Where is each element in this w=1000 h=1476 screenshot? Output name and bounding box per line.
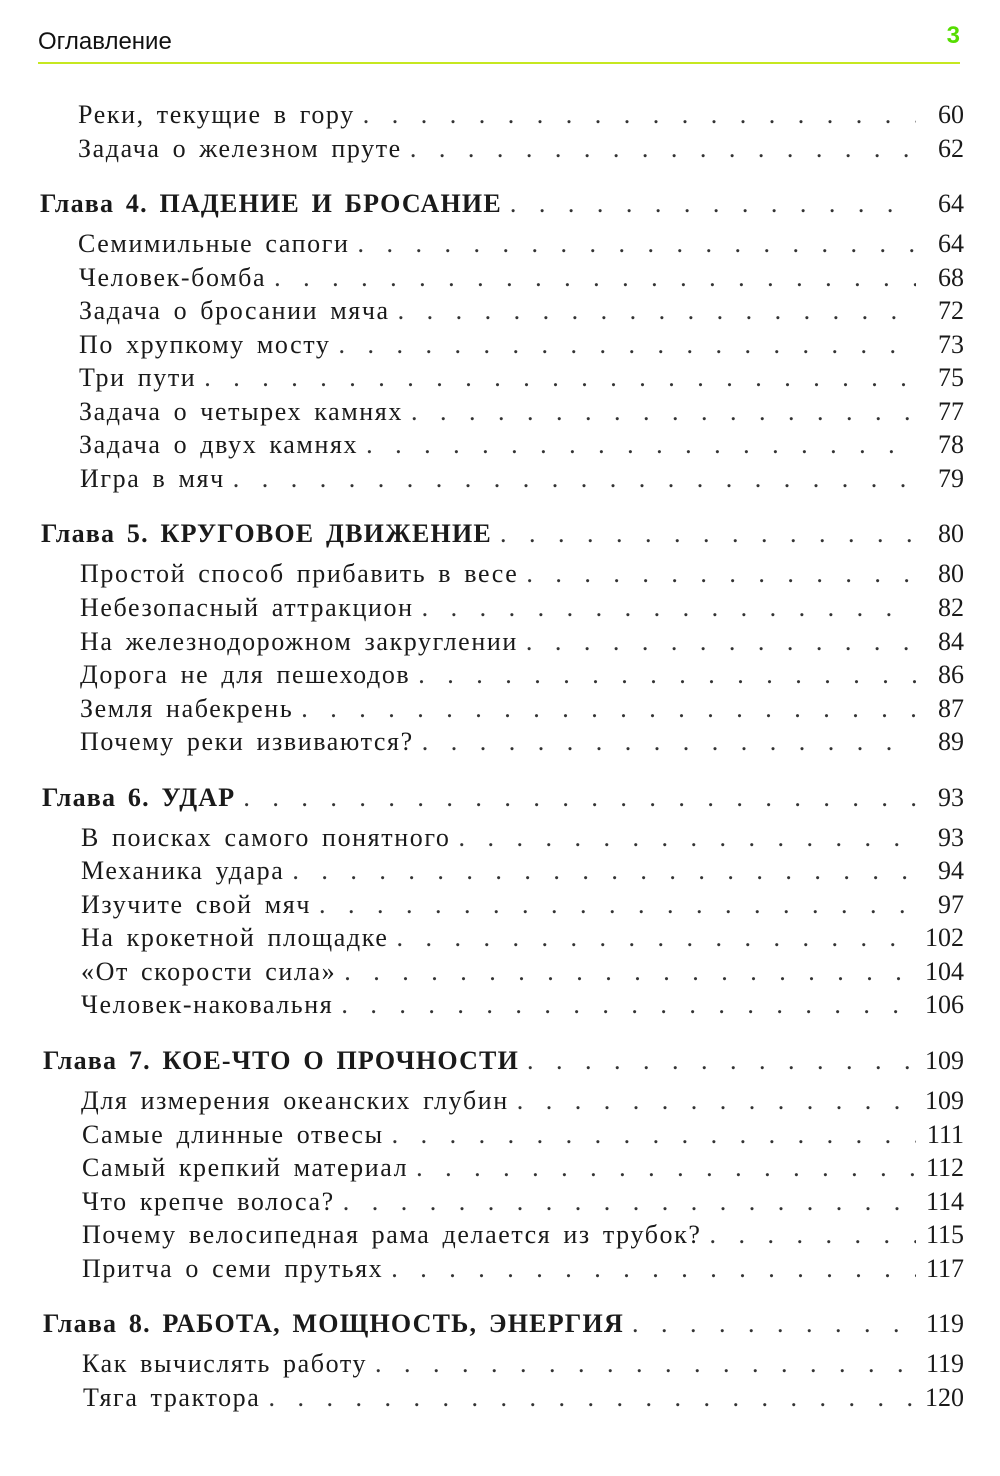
dot-leader: [233, 464, 916, 494]
toc-entry-page: 109: [925, 1086, 964, 1116]
toc-entry-page: 115: [925, 1220, 964, 1250]
toc-entry-page: 111: [926, 1119, 964, 1149]
toc-entry[interactable]: [41, 330, 964, 364]
toc-entry-title: Человек-бомба: [79, 262, 267, 292]
toc-entry[interactable]: [41, 296, 964, 330]
dot-leader: [391, 1254, 916, 1284]
toc-entry[interactable]: [44, 1254, 964, 1288]
toc-entry-page: 80: [938, 559, 964, 589]
dot-leader: [517, 1086, 916, 1116]
chapter-heading-page: 80: [938, 519, 964, 549]
toc-entry[interactable]: [44, 1153, 964, 1187]
toc-entry-page: 117: [925, 1253, 964, 1283]
dot-leader: [418, 660, 916, 690]
toc-entry-page: 75: [938, 363, 964, 393]
toc-entry[interactable]: [44, 1220, 964, 1254]
dot-leader: [500, 519, 916, 549]
toc-entry-title: Для измерения океанских глубин: [81, 1086, 509, 1116]
toc-entry-page: 119: [925, 1349, 964, 1379]
toc-entry-page: 102: [925, 923, 964, 953]
dot-leader: [268, 1383, 916, 1413]
table-of-contents: [40, 100, 964, 1416]
toc-entry[interactable]: [41, 263, 964, 297]
dot-leader: [274, 263, 916, 293]
toc-entry-page: 73: [938, 329, 964, 359]
toc-entry-title: Тяга трактора: [83, 1382, 261, 1412]
toc-entry-title: Притча о семи прутьях: [82, 1253, 384, 1283]
toc-entry-title: Задача о железном пруте: [78, 133, 402, 163]
dot-leader: [366, 430, 916, 460]
page-number: 3: [946, 22, 960, 49]
toc-entry-title: Три пути: [79, 363, 197, 393]
toc-entry-title: На крокетной площадке: [81, 923, 389, 953]
toc-entry[interactable]: [45, 1383, 964, 1417]
toc-entry-title: Простой способ прибавить в весе: [80, 559, 519, 589]
dot-leader: [510, 189, 916, 219]
toc-entry-title: Задача о четырех камнях: [79, 396, 403, 426]
toc-entry-title: Игра в мяч: [80, 463, 225, 493]
toc-entry[interactable]: [44, 1349, 964, 1383]
dot-leader: [710, 1220, 916, 1250]
toc-entry-page: 106: [925, 990, 964, 1020]
dot-leader: [292, 856, 916, 886]
toc-entry-title: Дорога не для пешеходов: [80, 660, 411, 690]
toc-entry-page: 104: [925, 956, 964, 986]
chapter-heading-title: Глава 7. КОЕ-ЧТО О ПРОЧНОСТИ: [43, 1046, 520, 1076]
dot-leader: [632, 1309, 916, 1339]
toc-entry-title: Как вычислять работу: [82, 1349, 368, 1379]
chapter-heading[interactable]: [42, 783, 964, 823]
toc-entry[interactable]: [43, 990, 964, 1024]
dot-leader: [398, 296, 916, 326]
toc-entry[interactable]: [41, 430, 964, 464]
toc-entry[interactable]: [42, 464, 964, 498]
dot-leader: [416, 1153, 916, 1183]
toc-entry-page: 86: [938, 660, 964, 690]
toc-entry[interactable]: [40, 229, 964, 263]
toc-entry-page: 64: [938, 229, 964, 259]
toc-entry[interactable]: [43, 823, 964, 857]
toc-entry-title: Почему велосипедная рама делается из трубок?: [82, 1220, 702, 1250]
toc-entry-title: «От скорости сила»: [81, 956, 337, 986]
toc-entry-page: 79: [938, 463, 964, 493]
dot-leader: [343, 1187, 916, 1217]
toc-entry-title: На железнодорожном закруглении: [80, 626, 518, 656]
toc-entry-page: 94: [938, 856, 964, 886]
toc-entry-page: 120: [925, 1382, 964, 1412]
chapter-heading-page: 93: [938, 782, 964, 812]
toc-entry-title: Самые длинные отвесы: [82, 1119, 384, 1149]
toc-entry-page: 72: [938, 296, 964, 326]
chapter-heading[interactable]: [41, 519, 964, 559]
chapter-heading-page: 64: [938, 189, 964, 219]
dot-leader: [410, 134, 916, 164]
toc-entry[interactable]: [43, 923, 964, 957]
toc-entry[interactable]: [40, 134, 964, 168]
dot-leader: [526, 559, 916, 589]
toc-entry-title: Что крепче волоса?: [82, 1186, 335, 1216]
toc-entry[interactable]: [43, 856, 964, 890]
toc-entry[interactable]: [42, 694, 964, 728]
toc-entry-title: Самый крепкий материал: [82, 1153, 409, 1183]
dot-leader: [319, 890, 916, 920]
toc-entry-page: 62: [938, 133, 964, 163]
toc-entry[interactable]: [40, 100, 964, 134]
dot-leader: [459, 823, 916, 853]
dot-leader: [204, 363, 916, 393]
toc-entry-title: Задача о бросании мяча: [79, 296, 390, 326]
dot-leader: [411, 397, 916, 427]
page-header: [38, 24, 960, 64]
toc-entry-page: 82: [938, 593, 964, 623]
dot-leader: [301, 694, 916, 724]
toc-entry[interactable]: [41, 397, 964, 431]
toc-entry[interactable]: [43, 957, 964, 991]
toc-entry-title: По хрупкому мосту: [79, 329, 331, 359]
toc-entry-page: 97: [938, 889, 964, 919]
chapter-heading-page: 119: [925, 1309, 964, 1339]
chapter-heading-title: Глава 4. ПАДЕНИЕ И БРОСАНИЕ: [40, 189, 502, 219]
dot-leader: [344, 957, 916, 987]
toc-entry[interactable]: [44, 1187, 964, 1221]
toc-entry-page: 84: [938, 626, 964, 656]
chapter-heading[interactable]: [43, 1309, 964, 1349]
toc-entry-page: 89: [938, 727, 964, 757]
chapter-heading-page: 109: [925, 1046, 964, 1076]
dot-leader: [358, 229, 916, 259]
header-divider: [38, 62, 960, 64]
toc-entry-title: Изучите свой мяч: [81, 889, 312, 919]
toc-entry-page: 78: [938, 430, 964, 460]
dot-leader: [396, 923, 916, 953]
toc-entry-title: Человек-наковальня: [81, 990, 334, 1020]
toc-entry-page: 87: [938, 693, 964, 723]
dot-leader: [243, 783, 916, 813]
toc-entry-title: В поисках самого понятного: [81, 822, 451, 852]
dot-leader: [526, 627, 916, 657]
toc-entry-page: 93: [938, 822, 964, 852]
toc-entry-title: Механика удара: [81, 856, 285, 886]
toc-entry-title: Небезопасный аттракцион: [80, 593, 414, 623]
toc-entry-title: Реки, текущие в гору: [78, 100, 355, 129]
toc-entry[interactable]: [42, 727, 964, 761]
dot-leader: [422, 727, 916, 757]
toc-entry-page: 114: [925, 1186, 964, 1216]
chapter-heading[interactable]: [40, 189, 964, 229]
toc-entry[interactable]: [42, 593, 964, 627]
toc-entry[interactable]: [43, 890, 964, 924]
chapter-heading-title: Глава 5. КРУГОВОЕ ДВИЖЕНИЕ: [41, 519, 492, 549]
toc-entry-page: 77: [938, 396, 964, 426]
chapter-heading-title: Глава 8. РАБОТА, МОЩНОСТЬ, ЭНЕРГИЯ: [43, 1309, 624, 1339]
toc-entry[interactable]: [41, 363, 964, 397]
chapter-heading-title: Глава 6. УДАР: [42, 782, 236, 812]
toc-entry-title: Семимильные сапоги: [78, 229, 350, 259]
dot-leader: [392, 1120, 916, 1150]
chapter-heading[interactable]: [43, 1046, 964, 1086]
toc-entry[interactable]: [43, 1086, 964, 1120]
toc-entry-title: Задача о двух камнях: [79, 430, 359, 460]
header-title: Оглавление: [38, 28, 172, 55]
toc-entry-page: 68: [938, 262, 964, 292]
dot-leader: [422, 593, 916, 623]
toc-entry-page: 112: [925, 1153, 964, 1183]
toc-entry[interactable]: [42, 660, 964, 694]
dot-leader: [338, 330, 916, 360]
dot-leader: [375, 1349, 916, 1379]
toc-entry[interactable]: [44, 1120, 964, 1154]
dot-leader: [527, 1046, 916, 1076]
toc-entry-title: Земля набекрень: [80, 693, 294, 723]
toc-entry-title: Почему реки извиваются?: [80, 727, 414, 757]
toc-entry[interactable]: [42, 627, 964, 661]
toc-entry-page: 60: [938, 100, 964, 129]
toc-entry[interactable]: [42, 559, 964, 593]
dot-leader: [341, 990, 916, 1020]
dot-leader: [363, 100, 916, 130]
